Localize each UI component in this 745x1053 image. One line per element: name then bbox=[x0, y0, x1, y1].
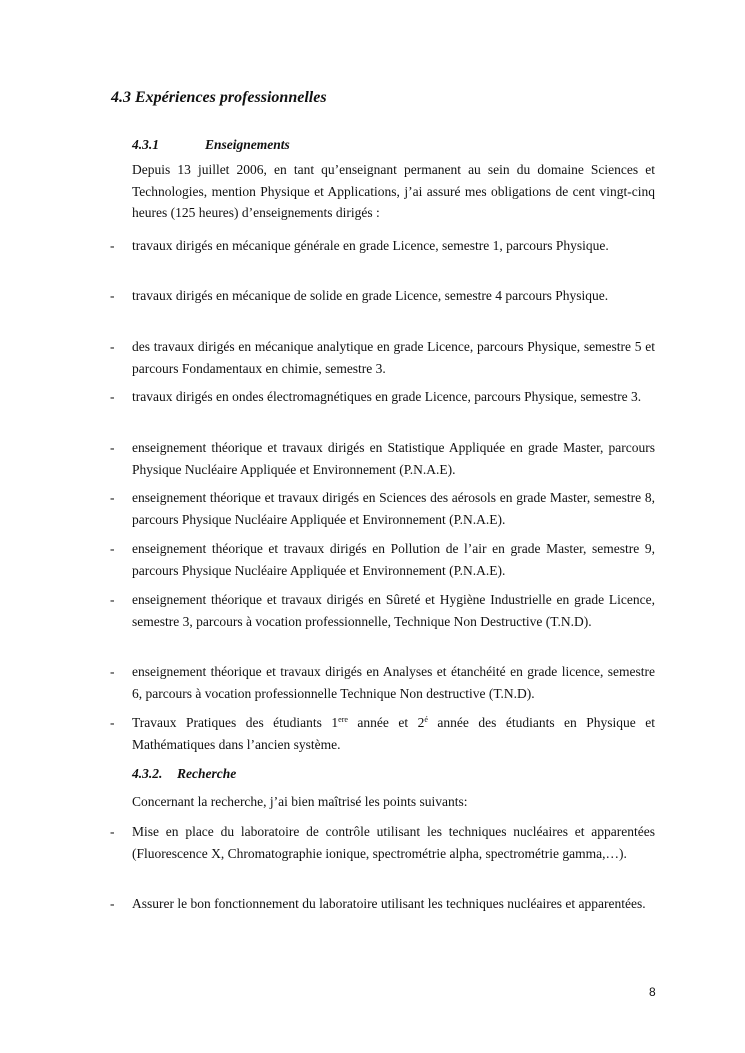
list-item-text: enseignement théorique et travaux dirigés en Pollution de l’air en grade Master, semestre 9, parcours Physique Nucléaire Appliquée et Environnement (P.N.A.E). bbox=[132, 541, 655, 578]
bullet-dash: - bbox=[110, 339, 115, 354]
list-item bbox=[110, 538, 655, 581]
intro-paragraph: Depuis 13 juillet 2006, en tant qu’enseignant permanent au sein du domaine Sciences et Technologies, mention Physique et Applications, j’ai assuré mes obligations de cent vingt-cinq heures (125 heures) d’enseignements dirigés : bbox=[132, 162, 655, 220]
subsection-heading-enseignements bbox=[132, 137, 290, 153]
tp-text-part3: année des étudiants en Physique et Mathématiques dans l’ancien système. bbox=[132, 715, 656, 752]
research-intro: Concernant la recherche, j’ai bien maîtrisé les points suivants: bbox=[132, 794, 468, 809]
subsection-title: Enseignements bbox=[205, 137, 290, 152]
list-item bbox=[110, 661, 655, 704]
list-item-text: enseignement théorique et travaux dirigés en Sciences des aérosols en grade Master, semestre 8, parcours Physique Nucléaire Appliquée et Environnement (P.N.A.E). bbox=[132, 490, 655, 527]
list-item bbox=[110, 589, 655, 632]
bullet-dash: - bbox=[110, 490, 115, 505]
list-item-text: travaux dirigés en ondes électromagnétiques en grade Licence, parcours Physique, semestre 3. bbox=[132, 389, 642, 404]
list-item bbox=[110, 336, 655, 379]
list-item-text: enseignement théorique et travaux dirigés en Sûreté et Hygiène Industrielle en grade Licence, semestre 3, parcours à vocation professionnelle, Technique Non Destructive (T.N.D). bbox=[132, 592, 655, 629]
subsection-number: 4.3.2. bbox=[132, 766, 163, 781]
tp-text-part1: Travaux Pratiques des étudiants 1 bbox=[132, 715, 339, 730]
list-item-text bbox=[132, 712, 655, 755]
bullet-dash: - bbox=[110, 541, 115, 556]
list-item bbox=[110, 235, 655, 257]
bullet-dash: - bbox=[110, 288, 115, 303]
tp-text-part2: année et 2 bbox=[347, 715, 425, 730]
subsection-heading-recherche bbox=[132, 766, 236, 782]
list-item-text: travaux dirigés en mécanique de solide en grade Licence, semestre 4 parcours Physique. bbox=[132, 288, 609, 303]
bullet-dash: - bbox=[110, 389, 115, 404]
list-item bbox=[110, 712, 655, 755]
list-item bbox=[110, 386, 655, 408]
bullet-dash: - bbox=[110, 592, 115, 607]
list-item bbox=[110, 821, 655, 864]
list-item-text: travaux dirigés en mécanique générale en grade Licence, semestre 1, parcours Physique. bbox=[132, 238, 609, 253]
bullet-dash: - bbox=[110, 664, 115, 679]
section-title: 4.3 Expériences professionnelles bbox=[111, 89, 327, 106]
subsection-number: 4.3.1 bbox=[132, 137, 159, 152]
bullet-dash: - bbox=[110, 715, 115, 730]
bullet-dash: - bbox=[110, 896, 115, 911]
list-item-text: Mise en place du laboratoire de contrôle utilisant les techniques nucléaires et apparentées (Fluorescence X, Chromatographie ionique, spectrométrie alpha, spectrométrie gamma,…). bbox=[132, 824, 655, 861]
bullet-dash: - bbox=[110, 824, 115, 839]
bullet-dash: - bbox=[110, 440, 115, 455]
subsection-title: Recherche bbox=[177, 766, 237, 781]
list-item-text: Assurer le bon fonctionnement du laboratoire utilisant les techniques nucléaires et apparentées. bbox=[132, 896, 646, 911]
list-item bbox=[110, 487, 655, 530]
list-item-text: des travaux dirigés en mécanique analytique en grade Licence, parcours Physique, semestre 5 et parcours Fondamentaux en chimie, semestre 3. bbox=[132, 339, 655, 376]
list-item bbox=[110, 893, 655, 915]
page-number: 8 bbox=[649, 985, 656, 999]
list-item-text: enseignement théorique et travaux dirigés en Analyses et étanchéité en grade licence, semestre 6, parcours à vocation professionnelle Technique Non destructive (T.N.D). bbox=[132, 664, 655, 701]
list-item-text: enseignement théorique et travaux dirigés en Statistique Appliquée en grade Master, parcours Physique Nucléaire Appliquée et Environnement (P.N.A.E). bbox=[132, 440, 655, 477]
bullet-dash: - bbox=[110, 238, 115, 253]
list-item bbox=[110, 285, 655, 307]
list-item bbox=[110, 437, 655, 480]
superscript-ere: ere bbox=[338, 715, 348, 724]
superscript-e: é bbox=[424, 715, 428, 724]
